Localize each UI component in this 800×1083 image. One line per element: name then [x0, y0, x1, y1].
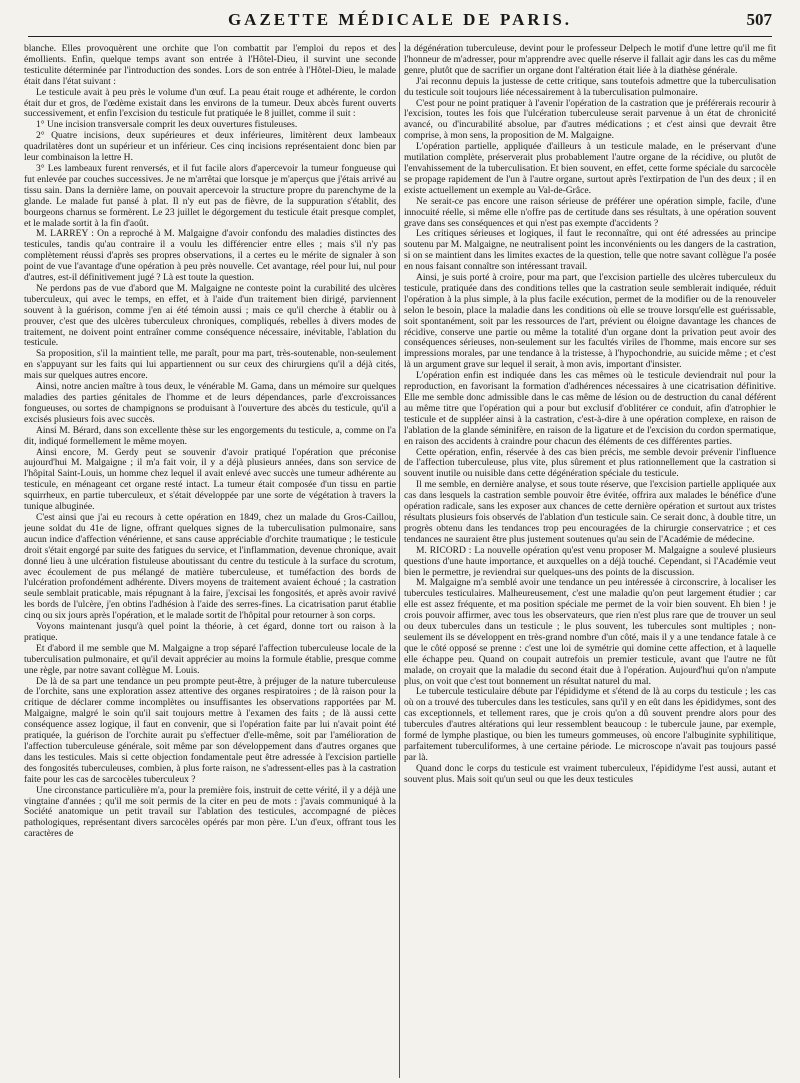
- paragraph: Quand donc le corps du testicule est vraiment tuberculeux, l'épididyme l'est aussi, autant et souvent plus. Mais soit qu'un seul ou que les deux testicules: [404, 762, 776, 785]
- paragraph: M. LARREY : On a reproché à M. Malgaigne d'avoir confondu des maladies distinctes des testicules, tandis qu'au contraire il a voulu les différencier entre elles ; mais s'il n'y pas complètement réussi d'après ses propres observations, il a certes eu le mérite de signaler à son point de vue l'avantage d'une opération à peu près nouvelle. Cet avantage, réel pour lui, nul pour d'autres, est-il définitivement jugé ? Là est toute la question.: [24, 228, 396, 284]
- paragraph: Une circonstance particulière m'a, pour la première fois, instruit de cette vérité, il y a déjà une vingtaine d'années ; qu'il me soit permis de la citer en peu de mots : j'avais communiqué à la Société anatomique un petit travail sur l'ablation des testicules, accompagné de pièces pathologiques, représentant divers sarcocèles opérés par mon père. L'un d'eux, offrant tous les caractères de: [24, 784, 396, 840]
- paragraph: M. Malgaigne m'a semblé avoir une tendance un peu intéressée à circonscrire, à localiser les tubercules testiculaires. Malheureusement, c'est une maladie qu'on peut largement étudier ; car elle est assez fréquente, et ma position spéciale me permet de la voir bien souvent. Eh bien ! je crois pouvoir affirmer, avec tous les observateurs, que rien n'est plus rare que de trouver un seul ou deux tubercules dans un testicule ; le plus souvent, les tubercules sont multiples ; non-seulement ils se développent en très-grand nombre d'un côté, mais il y a une tendance fatale à ce que le côté opposé se prenne : c'est une loi de symétrie qui domine cette affection, et à laquelle elle échappe peu. Quand on coupait autrefois un premier testicule, avant que l'autre ne fût malade, on croyait que la maladie du second était due à l'opération. Aujourd'hui qu'on n'ampute plus, on voit que c'est tout bonnement un résultat naturel du mal.: [404, 577, 776, 687]
- right-column: [404, 44, 776, 1076]
- paragraph: De là de sa part une tendance un peu prompte peut-être, à préjuger de la nature tuberculeuse de l'orchite, sans une exploration assez attentive des organes respiratoires ; de là raison pour la critique de déclarer comme incomplètes ou insuffisantes les observations rapportées par M. Malgaigne, malgré le soin qu'il sait toujours mettre à l'examen des faits ; de là aussi cette conséquence assez logique, il faut en convenir, que si l'opération faite par lui n'avait point été pratiquée, la guérison de l'orchite aurait pu s'effectuer d'elle-même, soit par l'amélioration de l'affection tuberculeuse générale, soit même par son développement dans d'autres organes que dans les testicules. Mais si cette objection fondamentale peut être adressée à l'excision partielle des fongosités tuberculeuses, combien, à plus forte raison, ne s'adressent-elles pas à la castration faite pour les cas de sarcocèles tuberculeux ?: [24, 675, 396, 785]
- paragraph: 2° Quatre incisions, deux supérieures et deux inférieures, limitèrent deux lambeaux quadrilatères dont un supérieur et un inférieur. Ces cinq incisions représentaient donc bien par leur combinaison la lettre H.: [24, 130, 396, 164]
- paragraph: blanche. Elles provoquèrent une orchite que l'on combattit par l'emploi du repos et des émollients. Enfin, quelque temps avant son entrée à l'Hôtel-Dieu, il survint une seconde testiculite déterminée par l'introduction des sondes. Lors de son entrée à l'Hôtel-Dieu, le malade était dans l'état suivant :: [24, 44, 396, 87]
- paragraph: Ne serait-ce pas encore une raison sérieuse de préférer une opération simple, facile, d'une innocuité réelle, si même elle n'offre pas de certitude dans ses résultats, à une opération souvent grave dans ses conséquences et qui n'est pas exempte d'accidents ?: [404, 195, 776, 229]
- paragraph: Cette opération, enfin, réservée à des cas bien précis, me semble devoir prévenir l'influence de l'affection tuberculeuse, plus vite, plus sûrement et plus rationnellement que la castration si souvent inutile ou nuisible dans cette dégénération spéciale du testicule.: [404, 446, 776, 480]
- paragraph: J'ai reconnu depuis la justesse de cette critique, sans toutefois admettre que la tuberculisation du testicule soit toujours liée nécessairement à la tuberculisation pulmonaire.: [404, 75, 776, 98]
- paragraph: Ainsi, notre ancien maître à tous deux, le vénérable M. Gama, dans un mémoire sur quelques maladies des parties génitales de l'homme et de leurs dépendances, parle d'excroissances fongueuses, ou sortes de champignons se produisant à l'ouverture des abcès du testicule, qu'il a excisés plusieurs fois avec succès.: [24, 381, 396, 425]
- paragraph: la dégénération tuberculeuse, devint pour le professeur Delpech le motif d'une lettre qu'il me fit l'honneur de m'adresser, pour m'apprendre avec quelle réserve il fallait agir dans les cas du même genre, plutôt que de sacrifier un organe dont l'altération était liée à la diathèse générale.: [404, 44, 776, 76]
- paragraph: C'est ainsi que j'ai eu recours à cette opération en 1849, chez un malade du Gros-Caillou, jeune soldat du 41e de ligne, offrant quelques signes de la tuberculisation pulmonaire, sans aucun indice d'affection vénérienne, et sans cause appréciable d'orchite traumatique ; le testicule droit s'était engorgé par suite des fatigues du service, et l'inflammation, devenue chronique, avait donné lieu à une ulcération fistuleuse aboutissant du centre du testicule à la surface du scrotum, avec écoulement de pus mélangé de matière tuberculeuse, et tuméfaction des bords de l'ulcération profondément adhérente. Divers moyens de traitement avaient échoué ; la castration seule semblait praticable, mais répugnant à la faire, j'excisai les fongosités, et après avoir ravivé les bords de l'ulcère, j'en obtins l'adhésion à l'aide des serres-fines. La cicatrisation parut établie cinq ou six jours après l'opération, et le malade sortit de l'hôpital pour retourner à son corps.: [24, 511, 396, 622]
- journal-title: GAZETTE MÉDICALE DE PARIS.: [227, 10, 573, 29]
- paragraph: 3° Les lambeaux furent renversés, et il fut facile alors d'apercevoir la tumeur fongueuse qui fut enlevée par couches successives. Je ne m'arrêtai que lorsque je m'aperçus que j'étais arrivé au tissu sain. Dans la dernière lame, on pouvait apercevoir la structure propre du parenchyme de la glande. Le malade fut pansé à plat. Il n'y eut pas de fièvre, de la suppuration s'établit, des bourgeons charnus se formèrent. Le 23 juillet le dégorgement du testicule était presque complet, et le malade sortit à la fin d'août.: [24, 162, 396, 229]
- paragraph: Ainsi M. Bérard, dans son excellente thèse sur les engorgements du testicule, a, comme on l'a dit, indiqué formellement le même moyen.: [24, 424, 396, 447]
- paragraph: Il me semble, en dernière analyse, et sous toute réserve, que l'excision partielle appliquée aux cas dans lesquels la castration semble pouvoir être évitée, offrira aux malades le bénéfice d'une opération radicale, sans les exposer aux chances de cette dernière opération et surtout aux tristes résultats plusieurs fois observés de l'ablation d'un testicule sain. Ce serait donc, à double titre, un progrès obtenu dans les tendances trop peu encouragées de la chirurgie conservatrice ; et ces tendances ne sauraient être plus justement soutenues qu'au sein de l'Académie de médecine.: [404, 479, 776, 545]
- paragraph: L'opération enfin est indiquée dans les cas mêmes où le testicule deviendrait nul pour la reproduction, en favorisant la formation d'adhérences nécessaires à une cicatrisation définitive. Elle me semble donc admissible dans le cas même de lésion ou de destruction du canal déférent au même titre que l'opération qui a pour but exclusif d'oblitérer ce conduit, afin d'atrophier le testicule et de suppléer ainsi à la castration, c'est-à-dire à une opération complexe, en raison de l'ablation de la glande séminifère, en raison de la ligature et de l'excision du cordon spermatique, en raison des accidents à craindre pour chacun des éléments de ces différentes parties.: [404, 370, 776, 447]
- paragraph: L'opération partielle, appliquée d'ailleurs à un testicule malade, en le préservant d'une mutilation complète, préserverait plus probablement l'autre organe de la récidive, ou plutôt de l'envahissement de la tuberculisation. Et bien souvent, en effet, cette forme spéciale du sarcocèle se propage rapidement de l'un à l'autre organe, surtout après l'extirpation de l'un des deux ; il en existe actuellement un exemple au Val-de-Grâce.: [404, 141, 776, 196]
- paragraph: Ainsi, je suis porté à croire, pour ma part, que l'excision partielle des ulcères tuberculeux du testicule, pratiquée dans des conditions telles que la castration seule semblerait indiquée, réduit l'opération à la plus simple, à la plus facile exécution, permet de la modifier ou de la renouveler selon le besoin, place la maladie dans les conditions où elle se trouve lorsqu'elle est guérissable, soit spontanément, soit par les ressources de l'art, prévient ou éloigne davantage les chances de récidive, conserve une partie ou même la totalité d'un organe dont la privation peut avoir des conséquences sérieuses, non-seulement sur les facultés viriles de l'homme, mais encore sur ses impressions morales, par une tendance à la tristesse, à l'hypochondrie, au suicide même ; et c'est là un argument grave sur lequel il serait, à mon avis, important d'insister.: [404, 272, 776, 371]
- page-number: 507: [746, 10, 772, 29]
- paragraph: Le tubercule testiculaire débute par l'épididyme et s'étend de là au corps du testicule ; les cas où on a trouvé des tubercules dans les testicules, sans qu'il y en eût dans les épididymes, sont des cas exceptionnels, et tellement rares, que je crois qu'on a dû souvent prendre alors pour des tubercules d'autres altérations qui leur ressemblent beaucoup : le tubercule jaune, par exemple, formé de lymphe plastique, ou bien les tumeurs gommeuses, où encore l'albuginite syphilitique, parfaitement tuberculiformes, à une certaine période. Le microscope n'avait pas toujours passé par là.: [404, 686, 776, 763]
- paragraph: Les critiques sérieuses et logiques, il faut le reconnaître, qui ont été adressées au principe soutenu par M. Malgaigne, ne neutralisent point les inconvénients ou les dangers de la castration, si on se maintient dans les limites exactes de la question, telle que notre savant collègue l'a posée en nous faisant connaître son intéressant travail.: [404, 228, 776, 273]
- paragraph: Ainsi encore, M. Gerdy peut se souvenir d'avoir pratiqué l'opération que préconise aujourd'hui M. Malgaigne ; il m'a fait voir, il y a déjà plusieurs années, dans son service de l'hôpital Saint-Louis, un homme chez lequel il avait enlevé avec succès une tumeur adhérente au testicule, en ménageant cet organe resté intact. La tumeur était composée d'un tissu en partie squirrheux, en partie tuberculeux, et s'était développée par une sorte de végétation à travers la tunique albuginée.: [24, 446, 396, 513]
- paragraph: Voyons maintenant jusqu'à quel point la théorie, à cet égard, donne tort ou raison à la pratique.: [24, 621, 396, 643]
- paragraph: 1° Une incision transversale comprit les deux ouvertures fistuleuses.: [36, 119, 298, 131]
- paragraph: Et d'abord il me semble que M. Malgaigne a trop séparé l'affection tuberculeuse locale de la tuberculisation pulmonaire, et qu'il devait apprécier au moins la formule établie, presque comme une règle, par notre savant collègue M. Louis.: [24, 642, 396, 676]
- page-header: [28, 10, 772, 37]
- paragraph: M. RICORD : La nouvelle opération qu'est venu proposer M. Malgaigne a soulevé plusieurs questions d'une haute importance, et auxquelles on a déjà touché. Cependant, si l'Académie veut bien le permettre, je reviendrai sur quelques-uns des points de la discussion.: [404, 544, 776, 578]
- column-divider: [399, 42, 400, 1078]
- left-column: [24, 44, 396, 1076]
- paragraph: Le testicule avait à peu près le volume d'un œuf. La peau était rouge et adhérente, le cordon était dur et gros, de l'œdème existait dans les environs de la tumeur. Deux abcès furent ouverts successivement, et enfin l'excision du testicule fut pratiquée le 8 juillet, comme il suit :: [24, 86, 396, 120]
- paragraph: Sa proposition, s'il la maintient telle, me paraît, pour ma part, très-soutenable, non-seulement en s'appuyant sur les faits qui lui appartiennent ou sur ceux des chirurgiens qu'il a déjà cités, mais sur quelques autres encore.: [24, 348, 396, 382]
- paragraph: Ne perdons pas de vue d'abord que M. Malgaigne ne conteste point la curabilité des ulcères tuberculeux, qui avec le temps, en effet, et à l'aide d'un traitement bien dirigé, parviennent souvent à la guérison, comme j'en ai été témoin aussi ; mais ce qu'il cherche à établir ou à prouver, c'est que des ulcères tuberculeux chroniques, compliqués, rebelles à divers modes de traitement, ne doivent point entraîner comme conséquence nécessaire, inévitable, l'ablation du testicule.: [24, 282, 396, 349]
- paragraph: C'est pour ne point pratiquer à l'avenir l'opération de la castration que je préférerais recourir à l'excision, toutes les fois que l'ulcération tuberculeuse serait parvenue à un état de chronicité avancé, ou d'incurabilité absolue, par d'autres médications ; et c'est ainsi que devrait être comprise, à mon sens, la proposition de M. Malgaigne.: [404, 97, 776, 142]
